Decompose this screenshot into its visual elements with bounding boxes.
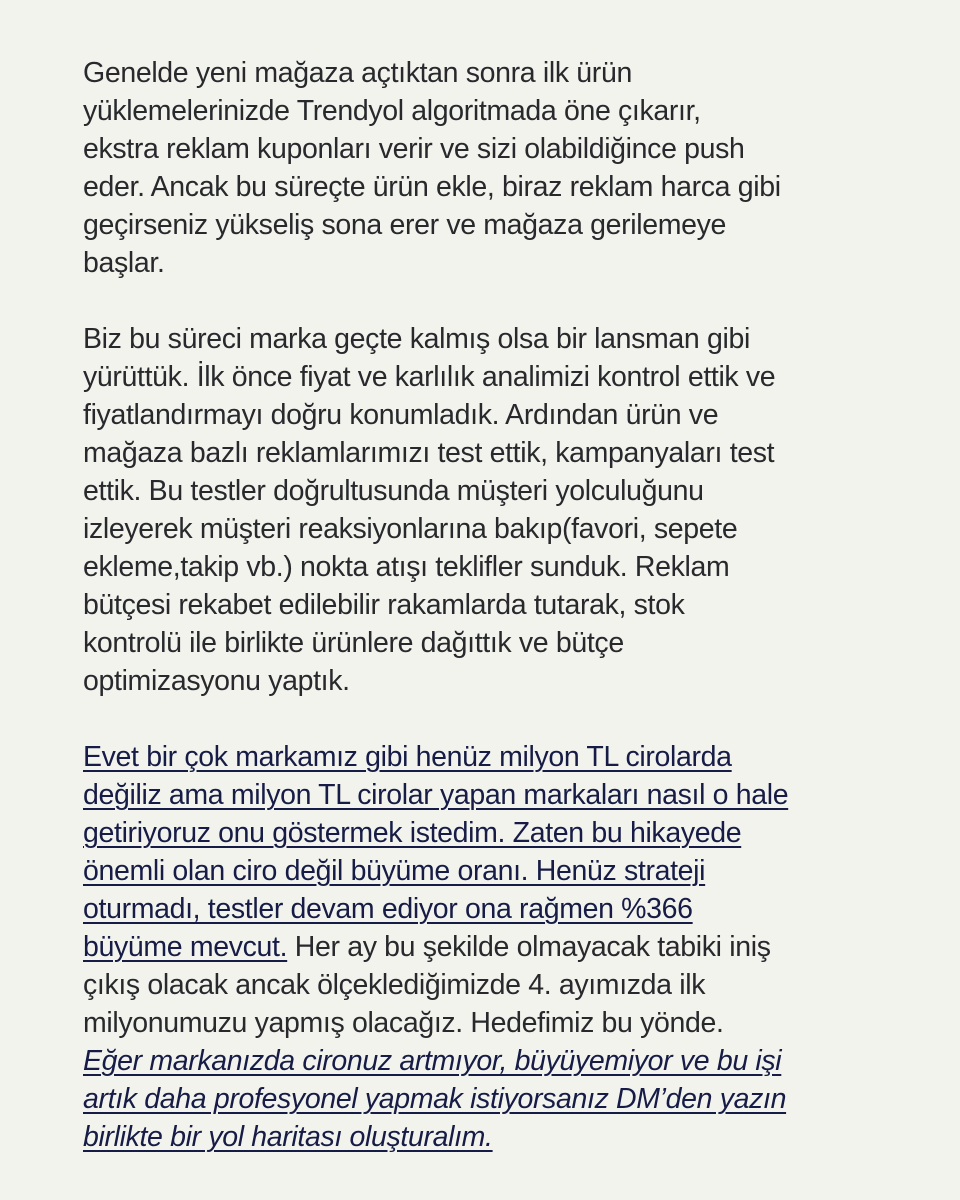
text-line: ekleme,takip vb.) nokta atışı teklifler sunduk. Reklam (83, 551, 730, 583)
text-line: mağaza bazlı reklamlarımızı test ettik, kampanyaları test (83, 437, 775, 469)
text-line-italic-underlined (83, 1042, 880, 1080)
text-line: yürüttük. İlk önce fiyat ve karlılık analimizi kontrol ettik ve (83, 361, 776, 393)
plain-text: Her ay bu şekilde olmayacak tabiki iniş (287, 931, 771, 963)
underlined-text: oturmadı, testler devam ediyor ona rağmen %366 (83, 893, 693, 925)
text-line: bütçesi rekabet edilebilir rakamlarda tutarak, stok (83, 589, 685, 621)
text-line: Biz bu süreci marka geçte kalmış olsa bir lansman gibi (83, 323, 750, 355)
text-line-italic-underlined (83, 1080, 880, 1118)
text-line: ekstra reklam kuponları verir ve sizi olabildiğince push (83, 133, 745, 165)
text-line: optimizasyonu yaptık. (83, 665, 350, 697)
text-line: eder. Ancak bu süreçte ürün ekle, biraz reklam harca gibi (83, 171, 781, 203)
text-line-underlined (83, 738, 880, 776)
underlined-text: getiriyoruz onu göstermek istedim. Zaten bu hikayede (83, 817, 742, 849)
paragraph-closing (83, 738, 880, 1156)
text-line: izleyerek müşteri reaksiyonlarına bakıp(favori, sepete (83, 513, 738, 545)
underlined-text: büyüme mevcut. (83, 931, 288, 963)
text-line: yüklemelerinizde Trendyol algoritmada öne çıkarır, (83, 95, 701, 127)
text-line-underlined (83, 852, 880, 890)
text-line-italic-underlined (83, 1118, 880, 1156)
text-line: başlar. (83, 247, 165, 279)
text-line: geçirseniz yükseliş sona erer ve mağaza gerilemeye (83, 209, 727, 241)
paragraph-process (83, 320, 880, 700)
text-line: çıkış olacak ancak ölçeklediğimizde 4. ayımızda ilk (83, 969, 706, 1001)
text-line-mixed (83, 928, 880, 966)
text-line: Genelde yeni mağaza açtıktan sonra ilk ürün (83, 57, 632, 89)
text-line-underlined (83, 776, 880, 814)
text-line: ettik. Bu testler doğrultusunda müşteri yolculuğunu (83, 475, 704, 507)
underlined-text: Evet bir çok markamız gibi henüz milyon TL cirolarda (83, 741, 732, 773)
text-line: milyonumuzu yapmış olacağız. Hedefimiz bu yönde. (83, 1007, 724, 1039)
text-line: kontrolü ile birlikte ürünlere dağıttık ve bütçe (83, 627, 624, 659)
call-to-action-text: Eğer markanızda cironuz artmıyor, büyüyemiyor ve bu işi (83, 1045, 782, 1077)
underlined-text: değiliz ama milyon TL cirolar yapan markaları nasıl o hale (83, 779, 789, 811)
call-to-action-text: artık daha profesyonel yapmak istiyorsanız DM’den yazın (83, 1083, 787, 1115)
underlined-text: önemli olan ciro değil büyüme oranı. Henüz strateji (83, 855, 706, 887)
text-line-underlined (83, 890, 880, 928)
call-to-action-text: birlikte bir yol haritası oluşturalım. (83, 1121, 493, 1153)
text-line: fiyatlandırmayı doğru konumladık. Ardından ürün ve (83, 399, 719, 431)
paragraph-intro (83, 54, 880, 282)
text-line-underlined (83, 814, 880, 852)
